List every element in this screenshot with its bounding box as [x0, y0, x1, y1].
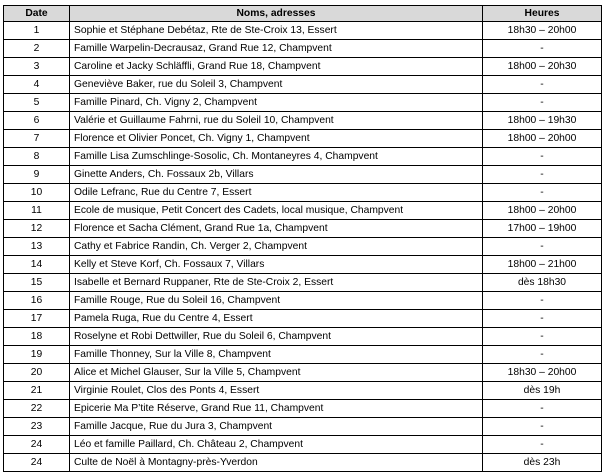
- row-name-address: Ginette Anders, Ch. Fossaux 2b, Villars: [70, 166, 483, 184]
- row-name-address: Florence et Sacha Clément, Grand Rue 1a, Champvent: [70, 220, 483, 238]
- row-hours: -: [483, 148, 602, 166]
- row-hours: -: [483, 418, 602, 436]
- row-name-address: Famille Jacque, Rue du Jura 3, Champvent: [70, 418, 483, 436]
- table-row: [4, 148, 602, 166]
- table-row: [4, 166, 602, 184]
- row-hours: -: [483, 184, 602, 202]
- table-row: [4, 346, 602, 364]
- row-name-address: Epicerie Ma P’tite Réserve, Grand Rue 11, Champvent: [70, 400, 483, 418]
- row-date: 20: [4, 364, 70, 382]
- row-date: 8: [4, 148, 70, 166]
- header-names-addresses: Noms, adresses: [70, 6, 483, 22]
- table-row: [4, 130, 602, 148]
- table-row: [4, 400, 602, 418]
- row-name-address: Isabelle et Bernard Ruppaner, Rte de Ste-Croix 2, Essert: [70, 274, 483, 292]
- table-row: [4, 292, 602, 310]
- row-hours: -: [483, 76, 602, 94]
- table-row: [4, 112, 602, 130]
- row-hours: -: [483, 94, 602, 112]
- row-date: 19: [4, 346, 70, 364]
- advent-schedule-table: [3, 5, 602, 472]
- row-hours: -: [483, 328, 602, 346]
- row-date: 1: [4, 22, 70, 40]
- row-hours: 18h00 – 19h30: [483, 112, 602, 130]
- table-row: [4, 436, 602, 454]
- row-name-address: Ecole de musique, Petit Concert des Cadets, local musique, Champvent: [70, 202, 483, 220]
- row-hours: 18h30 – 20h00: [483, 364, 602, 382]
- table-body: [4, 22, 602, 472]
- row-hours: -: [483, 310, 602, 328]
- row-name-address: Culte de Noël à Montagny-près-Yverdon: [70, 454, 483, 472]
- row-hours: 18h00 – 21h00: [483, 256, 602, 274]
- table-row: [4, 238, 602, 256]
- row-hours: -: [483, 400, 602, 418]
- row-date: 15: [4, 274, 70, 292]
- table-header-row: [4, 6, 602, 22]
- table-row: [4, 184, 602, 202]
- table-row: [4, 382, 602, 400]
- row-name-address: Cathy et Fabrice Randin, Ch. Verger 2, Champvent: [70, 238, 483, 256]
- row-name-address: Virginie Roulet, Clos des Ponts 4, Essert: [70, 382, 483, 400]
- row-hours: 18h00 – 20h30: [483, 58, 602, 76]
- row-date: 3: [4, 58, 70, 76]
- row-hours: 18h00 – 20h00: [483, 202, 602, 220]
- row-name-address: Geneviève Baker, rue du Soleil 3, Champvent: [70, 76, 483, 94]
- row-name-address: Pamela Ruga, Rue du Centre 4, Essert: [70, 310, 483, 328]
- table-row: [4, 40, 602, 58]
- row-name-address: Kelly et Steve Korf, Ch. Fossaux 7, Villars: [70, 256, 483, 274]
- table-row: [4, 454, 602, 472]
- table-row: [4, 256, 602, 274]
- row-name-address: Léo et famille Paillard, Ch. Château 2, Champvent: [70, 436, 483, 454]
- row-date: 11: [4, 202, 70, 220]
- row-hours: 18h00 – 20h00: [483, 130, 602, 148]
- row-date: 16: [4, 292, 70, 310]
- row-date: 10: [4, 184, 70, 202]
- row-date: 17: [4, 310, 70, 328]
- row-hours: -: [483, 292, 602, 310]
- table-row: [4, 220, 602, 238]
- row-date: 13: [4, 238, 70, 256]
- row-date: 6: [4, 112, 70, 130]
- row-name-address: Sophie et Stéphane Debétaz, Rte de Ste-Croix 13, Essert: [70, 22, 483, 40]
- row-hours: -: [483, 166, 602, 184]
- row-name-address: Famille Lisa Zumschlinge-Sosolic, Ch. Montaneyres 4, Champvent: [70, 148, 483, 166]
- row-hours: dès 19h: [483, 382, 602, 400]
- row-date: 24: [4, 436, 70, 454]
- table-row: [4, 58, 602, 76]
- row-date: 18: [4, 328, 70, 346]
- row-date: 9: [4, 166, 70, 184]
- row-hours: dès 23h: [483, 454, 602, 472]
- table-row: [4, 202, 602, 220]
- row-date: 24: [4, 454, 70, 472]
- row-hours: -: [483, 238, 602, 256]
- row-hours: 17h00 – 19h00: [483, 220, 602, 238]
- row-date: 21: [4, 382, 70, 400]
- row-name-address: Famille Rouge, Rue du Soleil 16, Champvent: [70, 292, 483, 310]
- table-row: [4, 94, 602, 112]
- row-date: 22: [4, 400, 70, 418]
- row-date: 14: [4, 256, 70, 274]
- table-row: [4, 328, 602, 346]
- table-row: [4, 274, 602, 292]
- table-row: [4, 418, 602, 436]
- row-name-address: Alice et Michel Glauser, Sur la Ville 5, Champvent: [70, 364, 483, 382]
- table-row: [4, 76, 602, 94]
- row-name-address: Roselyne et Robi Dettwiller, Rue du Soleil 6, Champvent: [70, 328, 483, 346]
- row-date: 5: [4, 94, 70, 112]
- table-row: [4, 310, 602, 328]
- header-hours: Heures: [483, 6, 602, 22]
- table-row: [4, 22, 602, 40]
- row-date: 4: [4, 76, 70, 94]
- row-date: 2: [4, 40, 70, 58]
- row-date: 23: [4, 418, 70, 436]
- row-name-address: Florence et Olivier Poncet, Ch. Vigny 1, Champvent: [70, 130, 483, 148]
- row-hours: -: [483, 436, 602, 454]
- row-name-address: Famille Warpelin-Decrausaz, Grand Rue 12, Champvent: [70, 40, 483, 58]
- row-name-address: Famille Thonney, Sur la Ville 8, Champvent: [70, 346, 483, 364]
- table-row: [4, 364, 602, 382]
- row-hours: 18h30 – 20h00: [483, 22, 602, 40]
- row-hours: -: [483, 40, 602, 58]
- row-name-address: Famille Pinard, Ch. Vigny 2, Champvent: [70, 94, 483, 112]
- row-name-address: Caroline et Jacky Schläffli, Grand Rue 18, Champvent: [70, 58, 483, 76]
- row-date: 7: [4, 130, 70, 148]
- row-hours: -: [483, 346, 602, 364]
- row-name-address: Valérie et Guillaume Fahrni, rue du Soleil 10, Champvent: [70, 112, 483, 130]
- row-date: 12: [4, 220, 70, 238]
- header-date: Date: [4, 6, 70, 22]
- row-name-address: Odile Lefranc, Rue du Centre 7, Essert: [70, 184, 483, 202]
- row-hours: dès 18h30: [483, 274, 602, 292]
